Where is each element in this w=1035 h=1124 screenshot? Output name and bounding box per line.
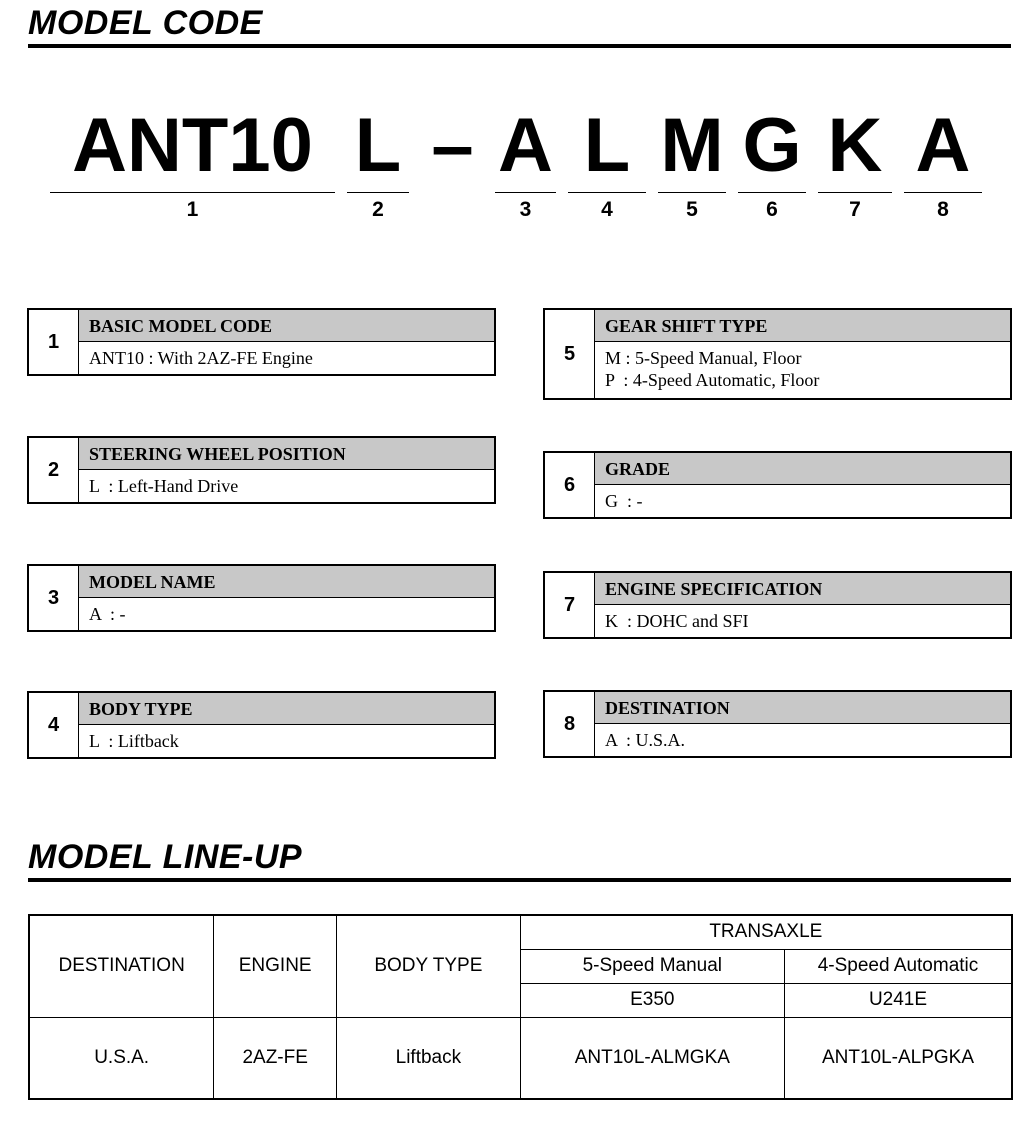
box-number: 8 (545, 692, 595, 756)
box-number: 1 (29, 310, 79, 374)
box-body (79, 599, 494, 630)
box-line: L : Liftback (89, 731, 179, 751)
cell-manual-model: ANT10L-ALMGKA (520, 1017, 784, 1099)
box-body (79, 726, 494, 757)
header-manual: 5-Speed Manual (520, 949, 784, 983)
header-manual-code: E350 (520, 983, 784, 1017)
code-box-8 (543, 690, 1012, 758)
code-underline-2 (347, 192, 409, 193)
header-automatic-code: U241E (784, 983, 1012, 1017)
code-part-2: L (354, 103, 402, 188)
code-underline-8 (904, 192, 982, 193)
code-underline-3 (495, 192, 556, 193)
code-number-8: 8 (937, 198, 949, 221)
code-part-3: A (498, 103, 553, 188)
box-line: G : - (605, 491, 643, 511)
box-body (595, 343, 1010, 398)
box-header: GRADE (595, 453, 1010, 485)
code-underline-4 (568, 192, 646, 193)
box-body (79, 343, 494, 374)
box-body (595, 486, 1010, 517)
code-box-1 (27, 308, 496, 376)
code-box-4 (27, 691, 496, 759)
code-underline-1 (50, 192, 335, 193)
code-underline-7 (818, 192, 892, 193)
header-body-type: BODY TYPE (337, 915, 521, 1017)
box-header: GEAR SHIFT TYPE (595, 310, 1010, 342)
code-box-3 (27, 564, 496, 632)
code-underline-5 (658, 192, 726, 193)
table-row (29, 1017, 1012, 1099)
code-number-1: 1 (186, 198, 199, 221)
model-lineup-title: MODEL LINE-UP (28, 838, 303, 876)
cell-automatic-model: ANT10L-ALPGKA (784, 1017, 1012, 1099)
box-number: 5 (545, 310, 595, 398)
code-number-7: 7 (849, 198, 861, 221)
code-part-4: L (583, 103, 631, 188)
cell-destination: U.S.A. (29, 1017, 214, 1099)
box-number: 3 (29, 566, 79, 630)
header-engine: ENGINE (214, 915, 337, 1017)
box-header: BODY TYPE (79, 693, 494, 725)
box-number: 7 (545, 573, 595, 637)
code-part-8: A (915, 103, 971, 188)
code-number-4: 4 (601, 198, 613, 221)
box-line: ANT10 : With 2AZ-FE Engine (89, 348, 313, 368)
box-line: L : Left-Hand Drive (89, 476, 239, 496)
box-number: 4 (29, 693, 79, 757)
code-part-5: M (660, 103, 724, 188)
model-code-rule (28, 44, 1011, 48)
code-dash: – (431, 103, 474, 188)
cell-engine: 2AZ-FE (214, 1017, 337, 1099)
model-lineup-rule (28, 878, 1011, 882)
code-box-2 (27, 436, 496, 504)
box-line: A : U.S.A. (605, 730, 686, 750)
code-underline-6 (738, 192, 806, 193)
code-part-7: K (827, 103, 883, 188)
header-transaxle: TRANSAXLE (520, 915, 1012, 949)
code-box-6 (543, 451, 1012, 519)
box-header: BASIC MODEL CODE (79, 310, 494, 342)
box-body (595, 606, 1010, 637)
box-header: STEERING WHEEL POSITION (79, 438, 494, 470)
cell-body-type: Liftback (337, 1017, 521, 1099)
code-box-7 (543, 571, 1012, 639)
code-part-1: ANT10 (72, 103, 313, 188)
box-number: 2 (29, 438, 79, 502)
code-number-2: 2 (372, 198, 384, 221)
box-header: MODEL NAME (79, 566, 494, 598)
header-destination: DESTINATION (29, 915, 214, 1017)
box-header: DESTINATION (595, 692, 1010, 724)
code-number-3: 3 (519, 198, 532, 221)
model-code-title: MODEL CODE (28, 4, 263, 42)
code-number-6: 6 (766, 198, 778, 221)
header-automatic: 4-Speed Automatic (784, 949, 1012, 983)
code-number-5: 5 (686, 198, 698, 221)
box-line: K : DOHC and SFI (605, 611, 749, 631)
box-body (79, 471, 494, 502)
model-lineup-table (28, 914, 1013, 1100)
box-line: M : 5-Speed Manual, Floor (605, 348, 802, 368)
box-line: A : - (89, 604, 126, 624)
box-body (595, 725, 1010, 756)
box-header: ENGINE SPECIFICATION (595, 573, 1010, 605)
code-part-6: G (742, 103, 802, 188)
box-line: P : 4-Speed Automatic, Floor (605, 370, 820, 390)
code-box-5 (543, 308, 1012, 400)
box-number: 6 (545, 453, 595, 517)
